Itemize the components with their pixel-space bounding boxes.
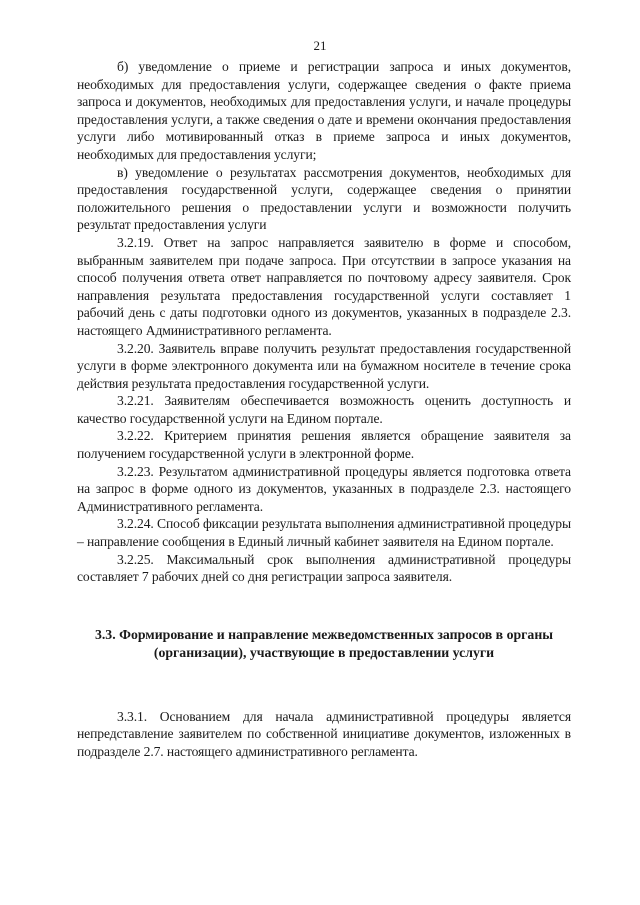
section-heading: 3.3. Формирование и направление межведомственных запросов в органы (организации), участвующие в предоставлении услуги bbox=[94, 626, 554, 660]
paragraph-3-2-22: 3.2.22. Критерием принятия решения является обращение заявителя за получением государственной услуги в электронной форме. bbox=[77, 428, 571, 462]
paragraph-3-2-21: 3.2.21. Заявителям обеспечивается возможность оценить доступность и качество государственной услуги на Едином портале. bbox=[77, 393, 571, 426]
paragraph-3-2-25: 3.2.25. Максимальный срок выполнения административной процедуры составляет 7 рабочих дней со дня регистрации запроса заявителя. bbox=[77, 551, 571, 585]
page-number: 21 bbox=[313, 38, 327, 53]
paragraph-notice-receipt: б) уведомление о приеме и регистрации запроса и иных документов, необходимых для предоставления услуги, содержащее сведения о факте приема запроса и документов, необходимых для предоставления услуги, и начале процедуры предоставления услуги, а также сведения о дате и времени окончания предоставления услуги либо мотивированный отказ в приеме запроса и иных документов, необходимых для предоставления услуги; bbox=[77, 59, 571, 162]
paragraph-3-3-1: 3.3.1. Основанием для начала административной процедуры является непредставление заявителем по собственной инициативе документов, изложенных в подразделе 2.7. настоящего административного регламента. bbox=[77, 708, 571, 759]
paragraph-3-2-19: 3.2.19. Ответ на запрос направляется заявителю в форме и способом, выбранным заявителем при подаче запроса. При отсутствии в запросе указания на способ получения ответа ответ направляется по почтовому адресу заявителя. Срок направления результата предоставления государственной услуги составляет 1 рабочий день с даты подготовки одного из документов, указанных в подразделе 2.3. настоящего Административного регламента. bbox=[77, 234, 571, 338]
document-body bbox=[77, 58, 571, 761]
paragraph-notice-results: в) уведомление о результатах рассмотрения документов, необходимых для предоставления государственной услуги, содержащее сведения о принятии положительного решения о предоставлении услуги и возможности получить результат предоставления услуги bbox=[77, 164, 571, 233]
paragraph-3-2-20: 3.2.20. Заявитель вправе получить результат предоставления государственной услуги в форме электронного документа или на бумажном носителе в течение срока действия результата предоставления государственной услуги. bbox=[77, 340, 571, 391]
paragraph-3-2-24: 3.2.24. Способ фиксации результата выполнения административной процедуры – направление сообщения в Единый личный кабинет заявителя на Едином портале. bbox=[77, 516, 571, 550]
paragraph-3-2-23: 3.2.23. Результатом административной процедуры является подготовка ответа на запрос в форме одного из документов, указанных в подразделе 2.3. настоящего Административного регламента. bbox=[77, 463, 571, 514]
